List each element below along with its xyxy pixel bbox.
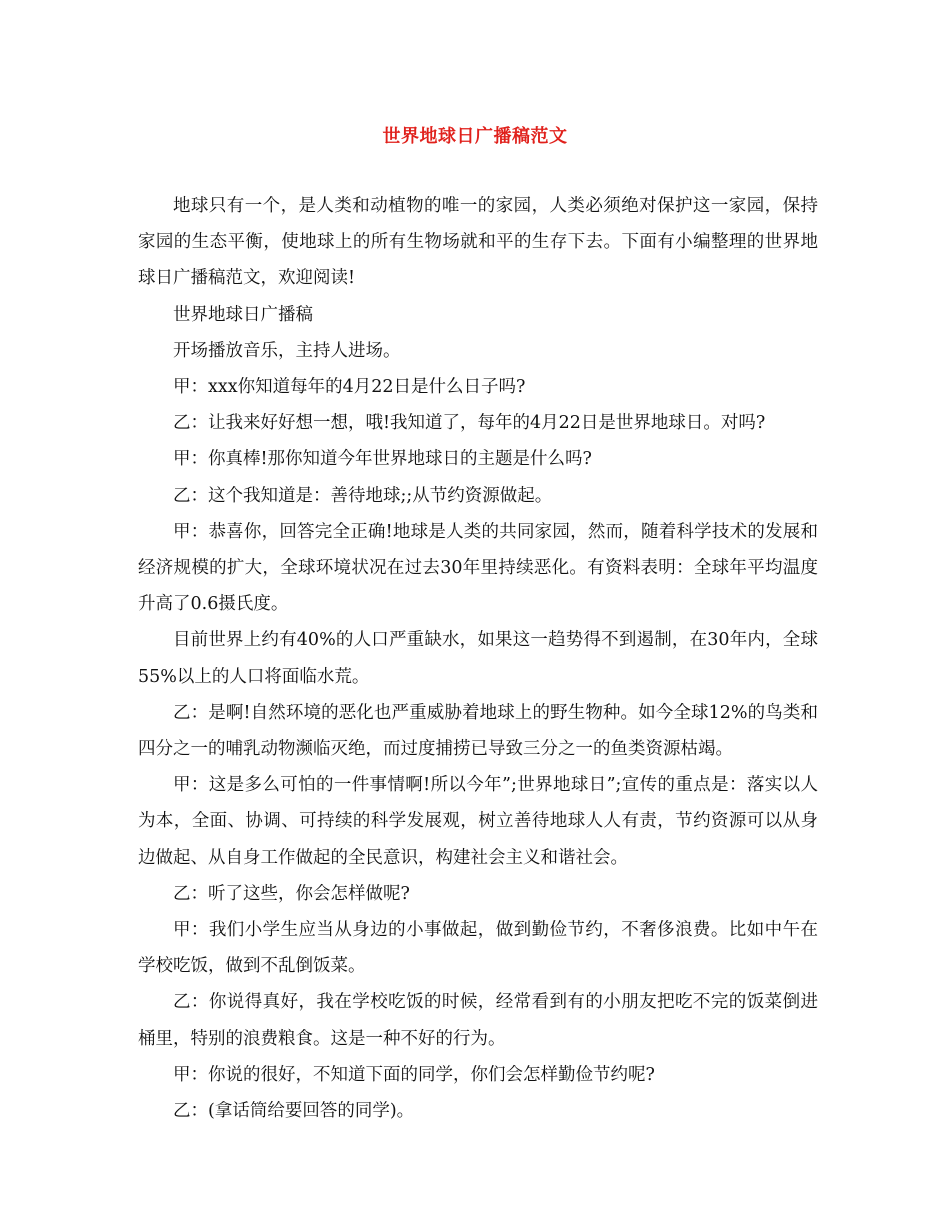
paragraph: 目前世界上约有40%的人口严重缺水，如果这一趋势得不到遏制，在30年内，全球55%以上的人口将面临水荒。 <box>138 630 818 687</box>
paragraph: 世界地球日广播稿 <box>173 304 313 325</box>
paragraph: 甲：你真棒!那你知道今年世界地球日的主题是什么吗? <box>173 449 592 470</box>
paragraph: 甲：恭喜你，回答完全正确!地球是人类的共同家园，然而，随着科学技术的发展和经济规模的扩大，全球环境状况在过去30年里持续恶化。有资料表明：全球年平均温度升高了0.6摄氏度。 <box>138 521 818 615</box>
document-body <box>138 188 818 1129</box>
paragraph: 乙：这个我知道是：善待地球;;从节约资源做起。 <box>173 485 553 506</box>
paragraph: 甲：xxx你知道每年的4月22日是什么日子吗? <box>173 377 526 398</box>
paragraph: 乙：你说得真好，我在学校吃饭的时候，经常看到有的小朋友把吃不完的饭菜倒进桶里，特别的浪费粮食。这是一种不好的行为。 <box>138 992 818 1049</box>
paragraph: 乙：(拿话筒给要回答的同学)。 <box>173 1101 415 1122</box>
paragraph: 开场播放音乐，主持人进场。 <box>173 340 401 361</box>
paragraph: 甲：你说的很好，不知道下面的同学，你们会怎样勤俭节约呢? <box>173 1064 655 1085</box>
paragraph: 乙：是啊!自然环境的恶化也严重威胁着地球上的野生物种。如今全球12%的鸟类和四分之一的哺乳动物濒临灭绝，而过度捕捞已导致三分之一的鱼类资源枯竭。 <box>138 702 818 760</box>
paragraph: 地球只有一个，是人类和动植物的唯一的家园，人类必须绝对保护这一家园，保持家园的生态平衡，使地球上的所有生物场就和平的生存下去。下面有小编整理的世界地球日广播稿范文，欢迎阅读! <box>138 196 818 289</box>
paragraph: 甲：这是多么可怕的一件事情啊!所以今年”;世界地球日”;宣传的重点是：落实以人为本，全面、协调、可持续的科学发展观，树立善待地球人人有责，节约资源可以从身边做起、从自身工作做起的全民意识，构建社会主义和谐社会。 <box>138 775 818 868</box>
paragraph: 乙：让我来好好想一想，哦!我知道了，每年的4月22日是世界地球日。对吗? <box>173 413 766 434</box>
paragraph: 甲：我们小学生应当从身边的小事做起，做到勤俭节约，不奢侈浪费。比如中午在学校吃饭，做到不乱倒饭菜。 <box>138 920 818 977</box>
paragraph: 乙：听了这些，你会怎样做呢? <box>173 883 410 904</box>
document-title: 世界地球日广播稿范文 <box>382 126 568 147</box>
